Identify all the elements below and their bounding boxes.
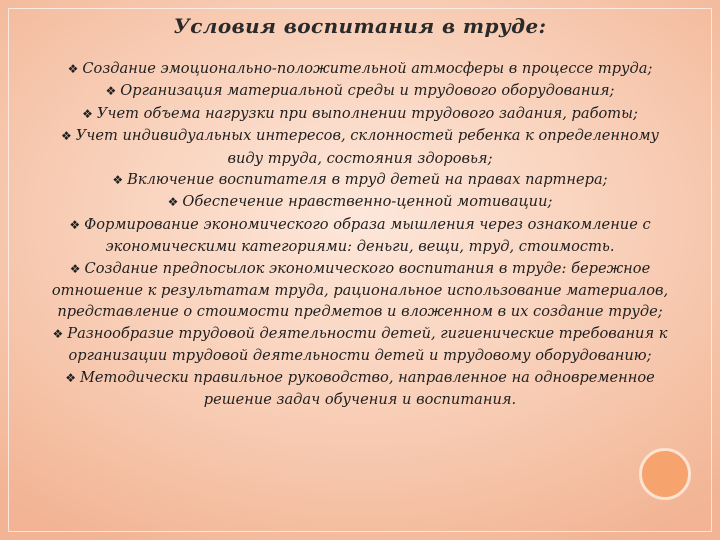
list-item-text: Учет объема нагрузки при выполнении трудового задания, работы; (96, 104, 638, 122)
slide-title: Условия воспитания в труде: (173, 14, 547, 38)
diamond-bullet-icon: ❖ (105, 84, 117, 99)
list-item-text: Методически правильное руководство, направленное на одновременное решение задач обучения и воспитания. (79, 368, 655, 409)
list-item-text: Учет индивидуальных интересов, склонностей ребенка к определенному виду труда, состояния здоровья; (75, 127, 660, 167)
diamond-bullet-icon: ❖ (60, 129, 72, 144)
list-item (45, 103, 675, 125)
list-item (45, 258, 675, 323)
list-item-text: Создание эмоционально-положительной атмосферы в процессе труда; (82, 60, 653, 77)
slide-content (45, 58, 675, 411)
list-item-text: Включение воспитателя в труд детей на правах партнера; (127, 171, 608, 189)
diamond-bullet-icon: ❖ (69, 261, 81, 276)
list-item (45, 125, 675, 169)
list-item-text: Формирование экономического образа мышления через ознакомление с экономическими категориями: деньги, вещи, труд, стоимость. (84, 215, 651, 256)
diamond-bullet-icon: ❖ (65, 370, 76, 385)
diamond-bullet-icon: ❖ (67, 62, 79, 76)
diamond-bullet-icon: ❖ (82, 106, 93, 121)
list-item (45, 169, 675, 191)
list-item (45, 58, 675, 80)
list-item-text: Обеспечение нравственно-ценной мотивации; (182, 193, 553, 211)
diamond-bullet-icon: ❖ (69, 217, 81, 232)
list-item (45, 323, 675, 367)
diamond-bullet-icon: ❖ (167, 195, 179, 210)
list-item-text: Организация материальной среды и трудового оборудования; (120, 82, 615, 100)
list-item (45, 367, 675, 411)
list-item-text: Разнообразие трудовой деятельности детей, гигиенические требования к организации трудовой деятельности детей и трудовому оборудованию; (67, 324, 668, 365)
list-item (45, 214, 675, 258)
diamond-bullet-icon: ❖ (112, 173, 124, 188)
list-item (45, 191, 675, 213)
decorative-circle (639, 448, 691, 500)
list-item (45, 80, 675, 102)
list-item-text: Создание предпосылок экономического воспитания в труде: бережное отношение к результатам труда, рациональное использование материалов, представление о стоимости предметов и вложенном в их создание труде; (51, 259, 669, 321)
diamond-bullet-icon: ❖ (52, 326, 64, 341)
